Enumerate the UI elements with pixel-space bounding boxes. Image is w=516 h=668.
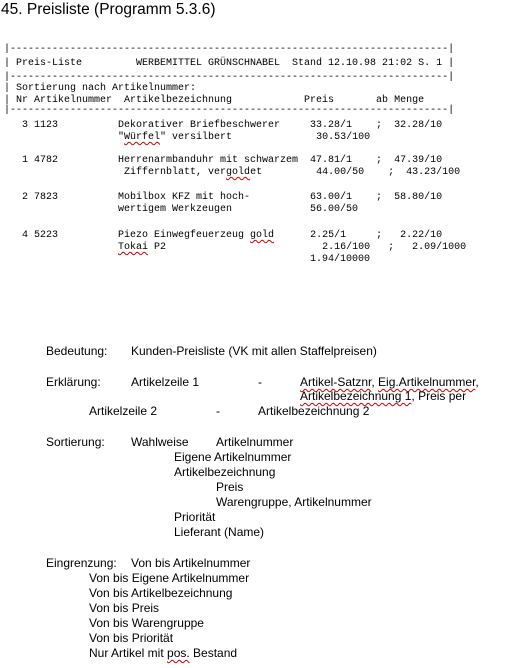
- spellcheck-mark: Artikel-Satznr: [300, 375, 372, 389]
- line1-dash: -: [258, 375, 262, 389]
- limit-option: Von bis Warengruppe: [89, 616, 204, 630]
- report-row-line: "Würfel" versilbert 30.53/100: [4, 132, 371, 143]
- line1-name: Artikelzeile 1: [131, 375, 200, 389]
- sort-option: Eigene Artikelnummer: [174, 450, 292, 464]
- limits-label: Eingrenzung:: [46, 556, 117, 570]
- spellcheck-mark: gold: [226, 167, 251, 178]
- page-title: 45. Preisliste (Programm 5.3.6): [1, 1, 216, 18]
- limit-option: Von bis Priorität: [89, 631, 174, 645]
- report-row-line: Ziffernblatt, vergoldet 44.00/50 ; 43.23/100: [4, 167, 461, 178]
- line1-desc: Artikelbezeichnung 1, Preis per: [300, 389, 467, 403]
- sort-option: Preis: [216, 480, 244, 494]
- report-row-line: wertigem Werkzeugen 56.00/50: [4, 204, 359, 215]
- limit-option: Von bis Preis: [89, 601, 160, 615]
- sort-option: Artikelnummer: [216, 435, 294, 449]
- report-row-line: 2 7823 Mobilbox KFZ mit hoch- 63.00/1 ; 58.80/10: [4, 192, 443, 203]
- limit-option: Nur Artikel mit pos. Bestand: [89, 646, 238, 660]
- report-column-headers: | Nr Artikelnummer Artikelbezeichnung Preis ab Menge: [4, 95, 425, 106]
- line2-desc: Artikelbezeichnung 2: [258, 404, 370, 418]
- line1-desc: Artikel-Satznr, Eig.Artikelnummer,: [300, 375, 479, 389]
- limit-option: Von bis Artikelnummer: [131, 556, 251, 570]
- sorting-optional: Wahlweise: [131, 435, 189, 449]
- spellcheck-mark: gold: [250, 230, 275, 241]
- report-row-line: 4 5223 Piezo Einwegfeuerzeug gold 2.25/1 ; 2.22/10: [4, 230, 443, 241]
- spellcheck-mark: Würfel: [124, 132, 161, 143]
- spellcheck-mark: pos.: [167, 646, 190, 660]
- report-row-line: 3 1123 Dekorativer Briefbeschwerer 33.28/1 ; 32.28/10: [4, 120, 443, 131]
- meaning-text: Kunden-Preisliste (VK mit allen Staffelpreisen): [131, 344, 377, 358]
- sort-option: Lieferant (Name): [174, 525, 265, 539]
- limit-option: Von bis Eigene Artikelnummer: [89, 571, 250, 585]
- sort-option: Priorität: [174, 510, 216, 524]
- report-row-line: 1.94/10000: [4, 254, 371, 265]
- report-border-mid: |-------------------------------------------------------------------------|: [4, 72, 455, 83]
- limit-option: Von bis Artikelbezeichnung: [89, 586, 233, 600]
- line2-dash: -: [216, 404, 220, 418]
- report-header: | Preis-Liste WERBEMITTEL GRÜNSCHNABEL Stand 12.10.98 21:02 S. 1 |: [4, 58, 455, 69]
- line2-name: Artikelzeile 2: [89, 404, 158, 418]
- spellcheck-mark: Artikelbezeichnung 1: [300, 389, 412, 403]
- report-border-bottom: |-------------------------------------------------------------------------|: [4, 105, 455, 116]
- report-border-top: |-------------------------------------------------------------------------|: [4, 44, 455, 55]
- sort-option: Artikelbezeichnung: [174, 465, 276, 479]
- explanation-label: Erklärung:: [46, 375, 101, 389]
- meaning-label: Bedeutung:: [46, 344, 108, 358]
- spellcheck-mark: Eig.Artikelnummer: [378, 375, 476, 389]
- sort-option: Warengruppe, Artikelnummer: [216, 495, 372, 509]
- report-sort-line: | Sortierung nach Artikelnummer:: [4, 83, 197, 94]
- report-row-line: 1 4782 Herrenarmbanduhr mit schwarzem 47.81/1 ; 47.39/10: [4, 155, 443, 166]
- sorting-label: Sortierung:: [46, 435, 105, 449]
- spellcheck-mark: Tokai: [118, 242, 149, 253]
- report-row-line: Tokai P2 2.16/100 ; 2.09/1000: [118, 242, 467, 253]
